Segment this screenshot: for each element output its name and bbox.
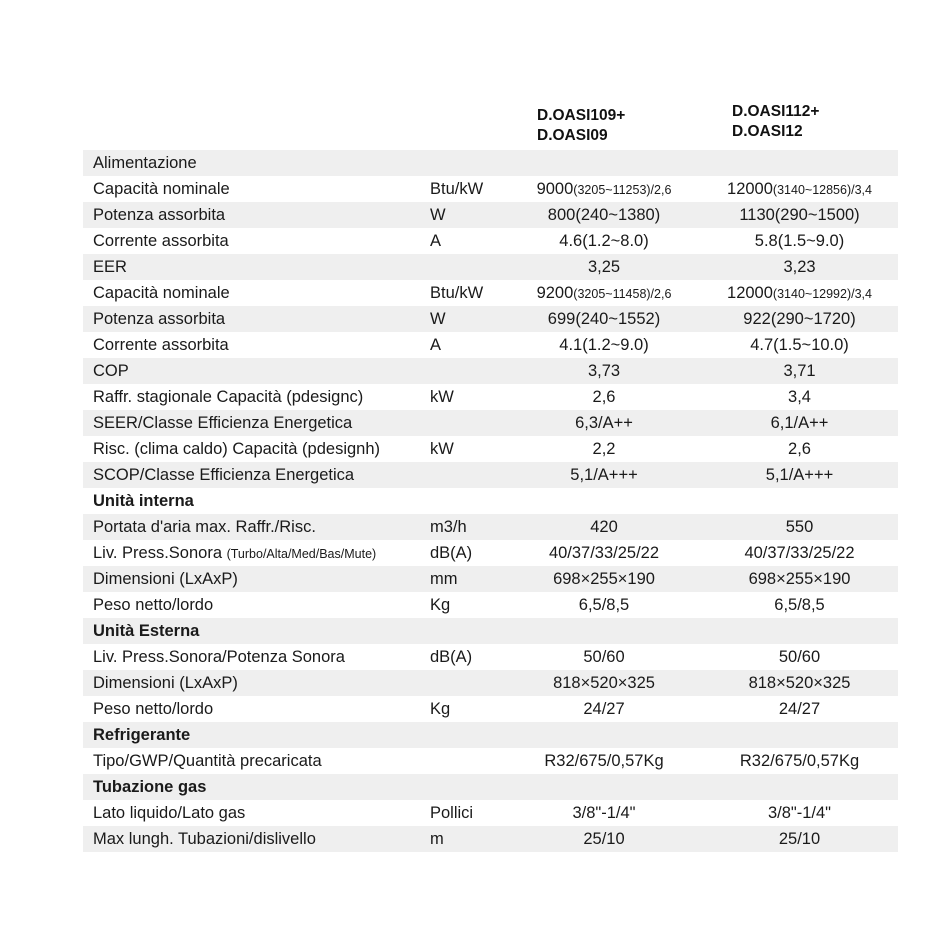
table-row (83, 748, 898, 774)
row-unit: Btu/kW (430, 280, 507, 306)
value-model-1 (507, 358, 701, 384)
row-unit (430, 722, 507, 748)
section-title (83, 488, 430, 514)
value-main: 3,71 (783, 361, 816, 380)
table-row (83, 306, 898, 332)
row-unit (430, 748, 507, 774)
value-model-2 (701, 618, 898, 644)
row-unit: m3/h (430, 514, 507, 540)
value-main: 699(240~1552) (547, 309, 661, 328)
table-row (83, 514, 898, 540)
value-model-2 (701, 696, 898, 722)
row-label (83, 384, 430, 410)
row-label-text: Risc. (clima caldo) Capacità (pdesignh) (93, 439, 381, 458)
value-model-2 (701, 306, 898, 332)
row-label-text: Refrigerante (93, 725, 191, 744)
model-header-2-line2: D.OASI12 (732, 123, 803, 140)
row-unit: W (430, 306, 507, 332)
row-unit: A (430, 332, 507, 358)
value-model-2 (701, 254, 898, 280)
value-model-1 (507, 592, 701, 618)
value-model-2 (701, 280, 898, 306)
row-label (83, 280, 430, 306)
row-label-text: Tipo/GWP/Quantità precaricata (93, 751, 322, 770)
row-unit: Kg (430, 696, 507, 722)
value-detail: (3205~11253)/2,6 (573, 182, 672, 197)
row-label (83, 176, 430, 202)
row-label (83, 358, 430, 384)
row-label-text: Raffr. stagionale Capacità (pdesignc) (93, 387, 364, 406)
row-unit: kW (430, 436, 507, 462)
row-label-text: Corrente assorbita (93, 231, 229, 250)
value-model-2 (701, 358, 898, 384)
value-model-2 (701, 176, 898, 202)
row-unit (430, 618, 507, 644)
value-model-1 (507, 202, 701, 228)
value-model-2 (701, 670, 898, 696)
value-main: 4.6(1.2~8.0) (559, 231, 649, 250)
row-unit (430, 410, 507, 436)
row-unit: Kg (430, 592, 507, 618)
row-label (83, 592, 430, 618)
table-row (83, 566, 898, 592)
section-row (83, 618, 898, 644)
value-model-2 (701, 826, 898, 852)
value-main: 698×255×190 (553, 569, 655, 588)
value-model-1 (507, 644, 701, 670)
value-model-2 (701, 592, 898, 618)
section-row (83, 774, 898, 800)
row-label-text: Capacità nominale (93, 179, 230, 198)
value-main: 50/60 (778, 647, 821, 666)
row-unit: dB(A) (430, 644, 507, 670)
row-unit: A (430, 228, 507, 254)
value-main: 25/10 (778, 829, 821, 848)
value-model-1 (507, 436, 701, 462)
row-label-text: Tubazione gas (93, 777, 207, 796)
row-unit: Pollici (430, 800, 507, 826)
table-row (83, 254, 898, 280)
value-main: 5,1/A+++ (570, 465, 638, 484)
value-main: 818×520×325 (553, 673, 655, 692)
value-main: 4.7(1.5~10.0) (750, 335, 849, 354)
value-main: R32/675/0,57Kg (544, 751, 664, 770)
value-main: 6,5/8,5 (578, 595, 630, 614)
table-row (83, 592, 898, 618)
section-row (83, 722, 898, 748)
value-main: 3/8"-1/4" (767, 803, 832, 822)
value-main: 698×255×190 (748, 569, 851, 588)
value-main: 9200 (536, 283, 574, 302)
table-row (83, 670, 898, 696)
value-main: 550 (785, 517, 814, 536)
row-label (83, 254, 430, 280)
row-label-text: Corrente assorbita (93, 335, 229, 354)
value-model-1 (507, 618, 701, 644)
value-main: 12000 (727, 179, 773, 198)
value-main: R32/675/0,57Kg (739, 751, 860, 770)
row-unit: m (430, 826, 507, 852)
value-main: 50/60 (583, 647, 625, 666)
value-model-1 (507, 722, 701, 748)
value-model-2 (701, 800, 898, 826)
row-label (83, 436, 430, 462)
row-unit: dB(A) (430, 540, 507, 566)
value-main: 40/37/33/25/22 (548, 543, 660, 562)
spec-table (83, 150, 898, 852)
row-unit (430, 254, 507, 280)
table-row (83, 202, 898, 228)
row-label (83, 696, 430, 722)
value-model-2 (701, 202, 898, 228)
row-unit: mm (430, 566, 507, 592)
row-label-text: Max lungh. Tubazioni/dislivello (93, 829, 316, 848)
model-header-2-line1: D.OASI112+ (732, 103, 820, 120)
value-main: 5,1/A+++ (765, 465, 834, 484)
value-model-1 (507, 410, 701, 436)
value-model-2 (701, 462, 898, 488)
table-row (83, 358, 898, 384)
spec-table-body (83, 150, 898, 852)
row-label-note: (Turbo/Alta/Med/Bas/Mute) (226, 546, 377, 561)
table-row (83, 436, 898, 462)
table-row (83, 280, 898, 306)
row-unit (430, 488, 507, 514)
table-row (83, 410, 898, 436)
value-model-1 (507, 150, 701, 176)
row-label-text: Liv. Press.Sonora/Potenza Sonora (93, 647, 345, 666)
value-model-2 (701, 410, 898, 436)
row-label-text: Peso netto/lordo (93, 699, 214, 718)
table-row (83, 540, 898, 566)
row-label (83, 462, 430, 488)
value-model-1 (507, 566, 701, 592)
value-model-2 (701, 436, 898, 462)
row-label-text: EER (93, 257, 127, 276)
row-label (83, 566, 430, 592)
row-label (83, 748, 430, 774)
value-main: 40/37/33/25/22 (744, 543, 855, 562)
value-model-1 (507, 748, 701, 774)
row-label (83, 410, 430, 436)
value-model-1 (507, 670, 701, 696)
value-model-1 (507, 462, 701, 488)
row-label (83, 800, 430, 826)
value-model-2 (701, 384, 898, 410)
table-row (83, 176, 898, 202)
model-header-1-line2: D.OASI09 (537, 127, 608, 144)
value-main: 922(290~1720) (743, 309, 856, 328)
value-model-1 (507, 254, 701, 280)
row-label-text: SCOP/Classe Efficienza Energetica (93, 465, 355, 484)
row-label (83, 306, 430, 332)
row-unit (430, 358, 507, 384)
value-main: 5.8(1.5~9.0) (754, 231, 845, 250)
row-label-text: Potenza assorbita (93, 205, 226, 224)
table-row (83, 826, 898, 852)
value-model-2 (701, 774, 898, 800)
value-model-1 (507, 332, 701, 358)
row-label-text: Lato liquido/Lato gas (93, 803, 246, 822)
value-model-2 (701, 722, 898, 748)
value-model-2 (701, 488, 898, 514)
row-label-text: Portata d'aria max. Raffr./Risc. (93, 517, 316, 536)
table-row (83, 384, 898, 410)
value-main: 2,2 (592, 439, 616, 458)
row-label-text: Liv. Press.Sonora (93, 543, 227, 562)
section-title (83, 774, 430, 800)
value-detail: (3140~12992)/3,4 (772, 286, 872, 301)
value-main: 12000 (727, 283, 773, 302)
value-main: 24/27 (583, 699, 625, 718)
row-label (83, 644, 430, 670)
value-model-1 (507, 228, 701, 254)
value-model-1 (507, 774, 701, 800)
value-model-1 (507, 280, 701, 306)
table-row (83, 228, 898, 254)
value-detail: (3205~11458)/2,6 (573, 286, 672, 301)
model-header-2 (732, 102, 819, 142)
value-model-1 (507, 384, 701, 410)
table-row (83, 462, 898, 488)
value-main: 818×520×325 (748, 673, 851, 692)
table-row (83, 150, 898, 176)
row-label-text: Unità Esterna (93, 621, 200, 640)
value-model-2 (701, 514, 898, 540)
value-main: 6,3/A++ (575, 413, 633, 432)
value-main: 3/8"-1/4" (572, 803, 636, 822)
value-main: 3,4 (788, 387, 811, 406)
row-unit (430, 774, 507, 800)
value-model-2 (701, 566, 898, 592)
row-label-text: Peso netto/lordo (93, 595, 214, 614)
row-label-text: Capacità nominale (93, 283, 230, 302)
value-model-1 (507, 826, 701, 852)
value-model-1 (507, 488, 701, 514)
section-row (83, 488, 898, 514)
value-main: 800(240~1380) (547, 205, 661, 224)
row-unit (430, 670, 507, 696)
model-header-1 (537, 106, 625, 146)
row-label (83, 514, 430, 540)
value-detail: (3140~12856)/3,4 (772, 182, 872, 197)
row-label (83, 332, 430, 358)
value-model-2 (701, 150, 898, 176)
value-model-1 (507, 800, 701, 826)
value-model-1 (507, 540, 701, 566)
value-model-2 (701, 228, 898, 254)
row-label-text: Dimensioni (LxAxP) (93, 673, 238, 692)
table-row (83, 644, 898, 670)
value-main: 420 (590, 517, 618, 536)
value-model-1 (507, 306, 701, 332)
row-label-text: COP (93, 361, 129, 380)
value-main: 6,1/A++ (770, 413, 829, 432)
value-main: 2,6 (788, 439, 811, 458)
value-main: 3,23 (783, 257, 816, 276)
row-unit: kW (430, 384, 507, 410)
value-main: 4.1(1.2~9.0) (559, 335, 649, 354)
row-label (83, 670, 430, 696)
section-title (83, 722, 430, 748)
row-label-text: SEER/Classe Efficienza Energetica (93, 413, 353, 432)
row-unit: Btu/kW (430, 176, 507, 202)
row-label-text: Alimentazione (93, 153, 197, 172)
row-label-text: Potenza assorbita (93, 309, 226, 328)
value-model-1 (507, 696, 701, 722)
value-main: 1130(290~1500) (739, 205, 860, 224)
value-main: 3,73 (587, 361, 621, 380)
row-unit (430, 150, 507, 176)
value-model-1 (507, 176, 701, 202)
row-label-text: Dimensioni (LxAxP) (93, 569, 238, 588)
value-model-2 (701, 332, 898, 358)
section-title (83, 618, 430, 644)
value-main: 24/27 (778, 699, 821, 718)
value-model-1 (507, 514, 701, 540)
row-label (83, 150, 430, 176)
row-unit (430, 462, 507, 488)
model-header-1-line1: D.OASI109+ (537, 107, 626, 124)
row-label (83, 228, 430, 254)
value-model-2 (701, 748, 898, 774)
row-label (83, 202, 430, 228)
value-main: 3,25 (587, 257, 621, 276)
row-label (83, 540, 430, 566)
value-main: 9000 (536, 179, 574, 198)
table-row (83, 800, 898, 826)
row-label-text: Unità interna (93, 491, 194, 510)
value-main: 6,5/8,5 (774, 595, 825, 614)
value-model-2 (701, 644, 898, 670)
value-main: 2,6 (592, 387, 616, 406)
value-model-2 (701, 540, 898, 566)
row-unit: W (430, 202, 507, 228)
table-row (83, 332, 898, 358)
table-row (83, 696, 898, 722)
value-main: 25/10 (583, 829, 625, 848)
row-label (83, 826, 430, 852)
